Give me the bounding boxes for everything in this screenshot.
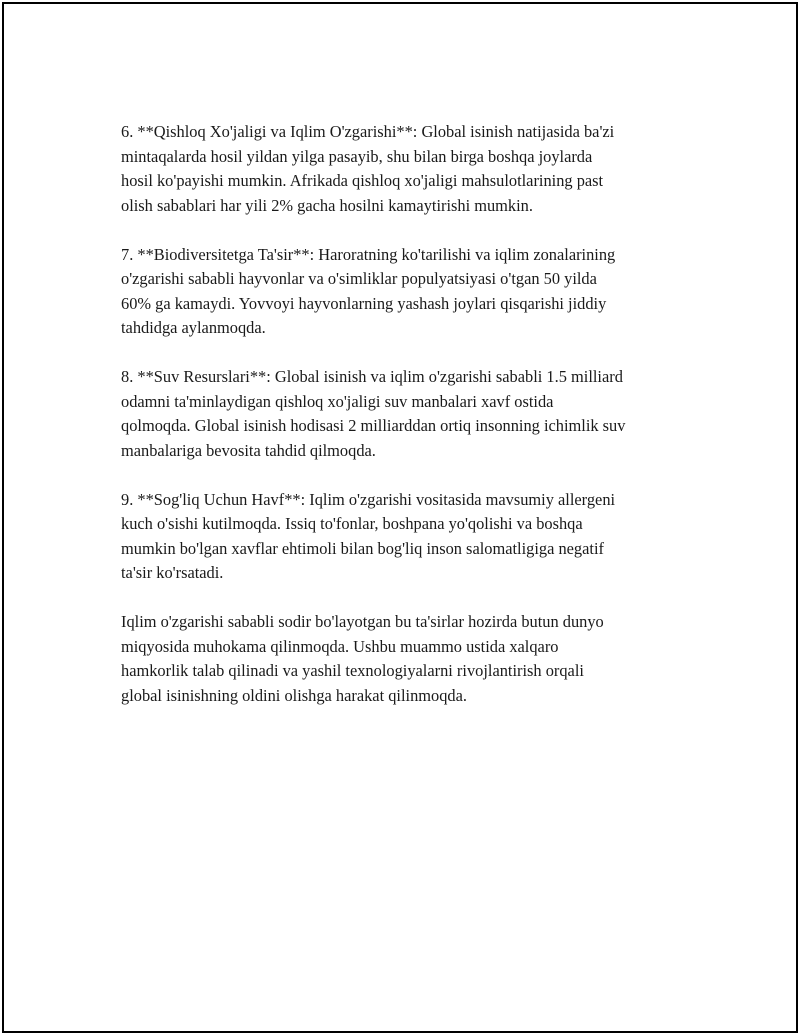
paragraph-water-resources [121,365,701,463]
text-line: hosil ko'payishi mumkin. Afrikada qishloq xo'jaligi mahsulotlarining past [121,171,604,190]
page-frame [2,2,798,1033]
text-line: olish sabablari har yili 2% gacha hosilni kamaytirishi mumkin. [121,195,533,215]
text-line: 7. **Biodiversitetga Ta'sir**: Haroratning ko'tarilishi va iqlim zonalarining [121,244,616,264]
text-line: Iqlim o'zgarishi sababli sodir bo'layotgan bu ta'sirlar hozirda butun dunyo [121,612,604,631]
text-line: global isinishning oldini olishga harakat qilinmoqda. [121,685,467,705]
paragraph-agriculture [121,120,701,218]
text-line: 8. **Suv Resurslari**: Global isinish va iqlim o'zgarishi sababli 1.5 milliard [121,367,623,386]
text-line: tahdidga aylanmoqda. [121,318,266,337]
text-line: 60% ga kamaydi. Yovvoyi hayvonlarning yashash joylari qisqarishi jiddiy [121,293,607,313]
text-line: manbalariga bevosita tahdid qilmoqda. [121,440,376,460]
document-body [121,120,701,733]
text-line: ta'sir ko'rsatadi. [121,563,224,582]
text-line: qolmoqda. Global isinish hodisasi 2 milliarddan ortiq insonning ichimlik suv [121,416,626,435]
text-line: odamni ta'minlaydigan qishloq xo'jaligi suv manbalari xavf ostida [121,391,554,411]
text-line: kuch o'sishi kutilmoqda. Issiq to'fonlar, boshpana yo'qolishi va boshqa [121,514,583,533]
text-line: miqyosida muhokama qilinmoqda. Ushbu muammo ustida xalqaro [121,636,559,656]
paragraph-conclusion [121,610,701,708]
text-line: 9. **Sog'liq Uchun Havf**: Iqlim o'zgarishi vositasida mavsumiy allergeni [121,489,616,509]
text-line: mintaqalarda hosil yildan yilga pasayib, shu bilan birga boshqa joylarda [121,146,593,166]
text-line: mumkin bo'lgan xavflar ehtimoli bilan bog'liq inson salomatligiga negatif [121,538,604,558]
text-line: hamkorlik talab qilinadi va yashil texnologiyalarni rivojlantirish orqali [121,661,584,680]
paragraph-biodiversity [121,243,701,341]
text-line: 6. **Qishloq Xo'jaligi va Iqlim O'zgarishi**: Global isinish natijasida ba'zi [121,122,615,141]
text-line: o'zgarishi sababli hayvonlar va o'simliklar populyatsiyasi o'tgan 50 yilda [121,269,597,288]
paragraph-health-risk [121,488,701,586]
